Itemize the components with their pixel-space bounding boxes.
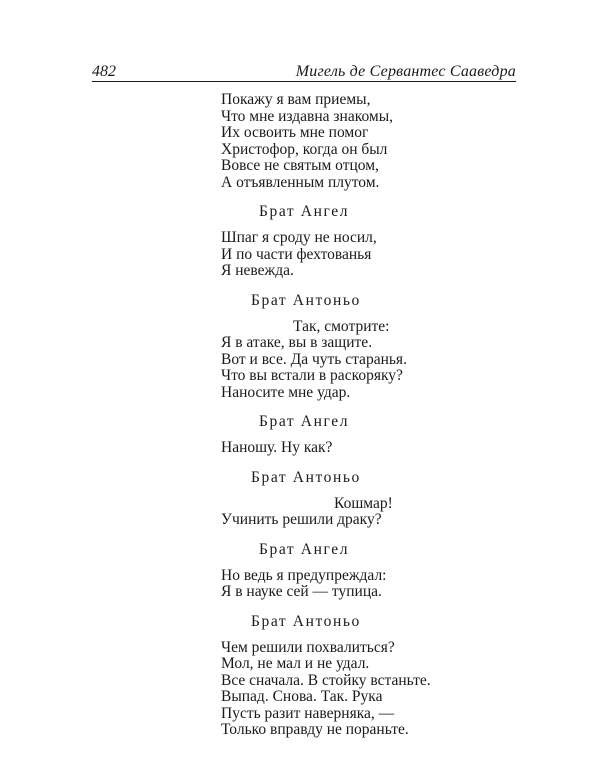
verse-line: Так, смотрите: — [293, 317, 390, 335]
speaker-name: Брат Антоньо — [251, 291, 361, 309]
verse-line: И по части фехтованья — [221, 245, 372, 263]
speaker-name: Брат Ангел — [259, 203, 350, 220]
verse-line: Наношу. Ну как? — [221, 439, 333, 456]
speaker-name: Брат Антоньо — [251, 468, 361, 486]
verse-line: Кошмар! — [334, 494, 393, 512]
verse-line: Я в науке сей — тупица. — [221, 583, 382, 600]
verse-line: Пусть разит наверняка, — — [221, 704, 395, 722]
speech-block — [221, 92, 521, 191]
verse-line: Шпаг я сроду не носил, — [221, 229, 377, 246]
page-number: 482 — [92, 63, 116, 80]
verse-line: Но ведь я предупреждал: — [221, 566, 387, 584]
speech-block — [221, 319, 521, 402]
verse-line: Христофор, когда он был — [221, 140, 388, 158]
verse-line: Учинить решили драку? — [221, 511, 382, 528]
verse-line: Покажу я вам приемы, — [221, 91, 371, 108]
verse-line: Я невежда. — [221, 262, 294, 279]
verse-line: Их освоить мне помог — [221, 124, 369, 141]
verse-line: Что мне издавна знакомы, — [221, 107, 393, 125]
verse-line: Вовсе не святым отцом, — [221, 157, 379, 174]
speech-block — [221, 496, 521, 529]
running-head: Мигель де Сервантес Сааведра — [295, 63, 516, 80]
speech-block — [221, 230, 521, 280]
speech-block — [221, 440, 521, 457]
verse-line: Вот и все. Да чуть старанья. — [221, 350, 407, 368]
verse-line: Все сначала. В стойку встаньте. — [221, 671, 431, 689]
play-text — [221, 92, 521, 739]
speaker-name: Брат Антоньо — [251, 612, 361, 630]
speaker-name: Брат Ангел — [259, 540, 350, 558]
verse-line: Мол, не мал и не удал. — [221, 655, 370, 672]
verse-line: Только вправду не пораньте. — [221, 721, 409, 738]
speech-block — [221, 640, 521, 739]
verse-line: Что вы встали в раскоряку? — [221, 367, 403, 384]
verse-line: Выпад. Снова. Так. Рука — [221, 688, 383, 705]
header-rule — [92, 81, 516, 82]
speaker-name: Брат Ангел — [259, 413, 350, 430]
verse-line: Я в атаке, вы в защите. — [221, 334, 373, 351]
verse-line: Наносите мне удар. — [221, 383, 351, 401]
speech-block — [221, 568, 521, 601]
verse-line: Чем решили похвалиться? — [221, 638, 395, 656]
verse-line: А отъявленным плутом. — [221, 173, 380, 191]
